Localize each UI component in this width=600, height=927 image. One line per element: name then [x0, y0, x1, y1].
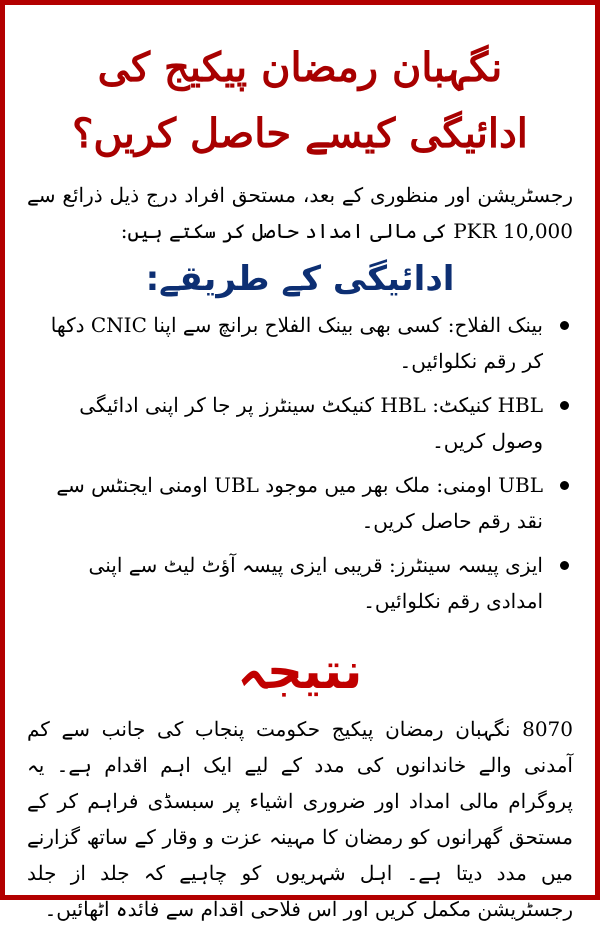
article-title: نگہبان رمضان پیکیج کی ادائیگی کیسے حاصل کریں؟ [72, 44, 528, 157]
payment-methods-heading: ادائیگی کے طریقے: [145, 259, 455, 299]
bullet-icon [560, 321, 569, 330]
intro-paragraph: رجسٹریشن اور منظوری کے بعد، مستحق افراد درج ذیل ذرائع سے PKR 10,000 کی مالی امداد حاصل کر سکتے ہیں: [27, 183, 573, 243]
result-heading: نتیجہ [237, 642, 363, 700]
bullet-icon [560, 561, 569, 570]
list-item [27, 307, 543, 379]
method-text-bank-alfalah: بینک الفلاح: کسی بھی بینک الفلاح برانچ سے اپنا CNIC دکھا کر رقم نکلوائیں۔ [50, 313, 543, 373]
method-text-ubl-omni: UBL اومنی: ملک بھر میں موجود UBL اومنی ایجنٹس سے نقد رقم حاصل کریں۔ [56, 473, 543, 533]
article-body [5, 5, 595, 927]
bullet-icon [560, 481, 569, 490]
payment-methods-list [27, 307, 573, 619]
list-item [27, 387, 543, 459]
list-item [27, 547, 543, 619]
bullet-icon [560, 401, 569, 410]
method-text-hbl-connect: HBL کنیکٹ: HBL کنیکٹ سینٹرز پر جا کر اپنی ادائیگی وصول کریں۔ [79, 393, 543, 453]
conclusion-paragraph: 8070 نگہبان رمضان پیکیج حکومت پنجاب کی جانب سے کم آمدنی والے خاندانوں کی مدد کے لیے ایک اہم اقدام ہے۔ یہ پروگرام مالی امداد اور ضروری اشیاء پر سبسڈی فراہم کر کے مستحق گھرانوں کو رمضان کا مہینہ عزت و وقار کے ساتھ گزارنے میں مدد دیتا ہے۔ اہل شہریوں کو چاہیے کہ جلد از جلد رجسٹریشن مکمل کریں اور اس فلاحی اقدام سے فائدہ اٹھائیں۔ [27, 717, 573, 921]
list-item [27, 467, 543, 539]
method-text-easypaisa: ایزی پیسہ سینٹرز: قریبی ایزی پیسہ آؤٹ لیٹ سے اپنی امدادی رقم نکلوائیں۔ [88, 553, 543, 613]
